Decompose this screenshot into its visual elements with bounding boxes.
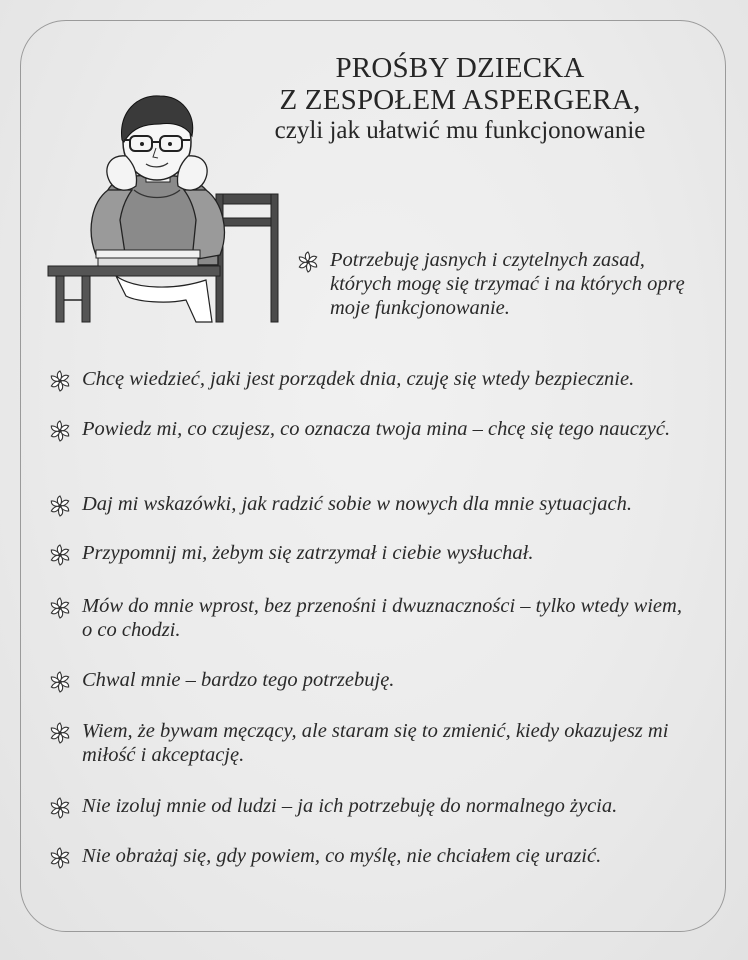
list-item-text: Nie izoluj mnie od ludzi – ja ich potrzebuję do normalnego życia. — [82, 795, 618, 817]
list-item-text: Przypomnij mi, żebym się zatrzymał i ciebie wysłuchał. — [82, 542, 534, 564]
list-item-text: Chwal mnie – bardzo tego potrzebuję. — [82, 669, 395, 691]
title-line-1: PROŚBY DZIECKA — [335, 52, 585, 84]
title-line-2: Z ZESPOŁEM ASPERGERA, — [279, 84, 641, 117]
intro-text: Potrzebuję jasnych i czytelnych zasad, których mogę się trzymać i na których oprę moje funkcjonowanie. — [330, 249, 685, 319]
flower-bullet-icon — [48, 596, 72, 620]
flower-bullet-icon — [48, 494, 72, 518]
list-item — [48, 541, 718, 567]
title-subtitle: czyli jak ułatwić mu funkcjonowanie — [274, 116, 646, 144]
list-item — [48, 719, 718, 767]
list-item-text: Chcę wiedzieć, jaki jest porządek dnia, czuję się wtedy bezpiecznie. — [82, 368, 635, 390]
list-item-text: Nie obrażaj się, gdy powiem, co myślę, nie chciałem cię urazić. — [82, 845, 602, 867]
flower-bullet-icon — [48, 670, 72, 694]
flower-bullet-icon — [48, 796, 72, 820]
list-item-text: Daj mi wskazówki, jak radzić sobie w nowych dla mnie sytuacjach. — [82, 493, 633, 515]
flower-bullet-icon — [48, 721, 72, 745]
list-item — [48, 844, 718, 870]
list-item — [48, 492, 718, 518]
flower-bullet-icon — [48, 369, 72, 393]
flower-bullet-icon — [48, 419, 72, 443]
flower-bullet-icon — [48, 846, 72, 870]
list-item-text: Mów do mnie wprost, bez przenośni i dwuznaczności – tylko wtedy wiem, o co chodzi. — [82, 595, 682, 641]
list-item — [48, 367, 718, 393]
list-item — [48, 594, 718, 642]
flower-bullet-icon — [296, 250, 320, 274]
intro-bullet — [296, 248, 696, 320]
list-item — [48, 417, 718, 443]
boy-at-desk-illustration — [46, 90, 286, 325]
list-item — [48, 794, 718, 820]
list-item-text: Powiedz mi, co czujesz, co oznacza twoja mina – chcę się tego nauczyć. — [82, 418, 671, 440]
list-item-text: Wiem, że bywam męczący, ale staram się to zmienić, kiedy okazujesz mi miłość i akceptację. — [82, 720, 669, 766]
page-title — [220, 52, 700, 145]
flower-bullet-icon — [48, 543, 72, 567]
list-item — [48, 668, 718, 694]
